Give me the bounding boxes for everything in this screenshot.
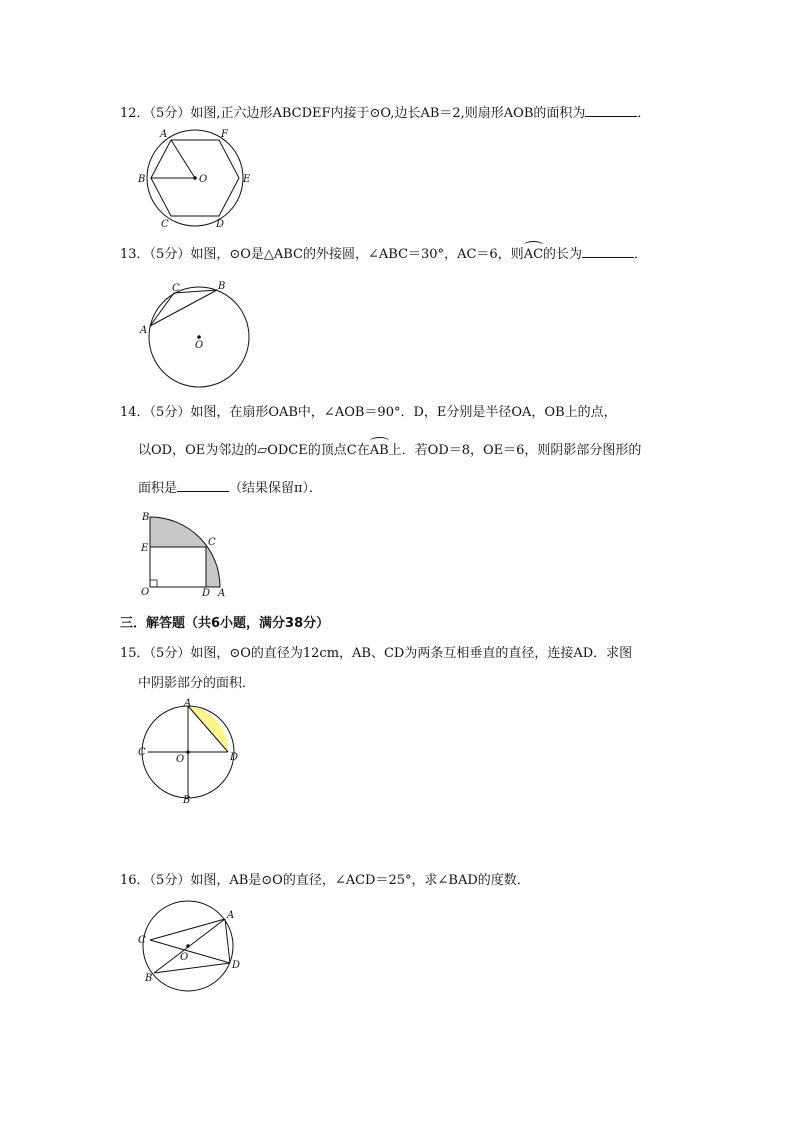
label-d: D xyxy=(230,752,239,763)
question-end: ． xyxy=(637,106,651,121)
question-number: 16． xyxy=(120,873,150,888)
question-score: （5分） xyxy=(149,405,191,420)
answer-blank xyxy=(585,104,637,117)
question-body: 如图，AB是⊙O的直径，∠ACD＝25°，求∠BAD的度数． xyxy=(190,873,530,888)
question-score: （5分） xyxy=(149,873,191,888)
question-score: （5分） xyxy=(149,646,191,661)
label-c: C xyxy=(208,537,216,548)
question-end: ． xyxy=(634,247,648,262)
section-heading: 三．解答题（共6小题，满分38分） xyxy=(120,616,330,631)
label-f: F xyxy=(221,129,228,140)
label-b: B xyxy=(218,281,226,292)
label-a: A xyxy=(140,325,148,336)
question-score: （5分） xyxy=(149,106,191,121)
question-body: 如图，⊙O的直径为12cm，AB、CD为两条互相垂直的直径，连接AD．求图 xyxy=(190,646,633,661)
question-13-text xyxy=(120,245,647,264)
figure-circle-diameter-chords xyxy=(135,903,250,988)
figure-perpendicular-diameters xyxy=(135,696,245,806)
figure-circumcircle xyxy=(135,280,255,390)
label-a: A xyxy=(160,129,168,140)
label-o: O xyxy=(180,952,189,963)
arc-notation: AB xyxy=(369,443,389,458)
question-15-line-1 xyxy=(120,645,632,663)
label-a: A xyxy=(227,910,235,921)
label-c: C xyxy=(161,219,169,230)
label-b: B xyxy=(142,512,150,523)
question-14-line-2 xyxy=(138,442,641,460)
question-body: 如图，⊙O是△ABC的外接圆，∠ABC＝30°，AC＝6，则 xyxy=(190,247,524,262)
question-16-text xyxy=(120,872,530,890)
question-number: 15． xyxy=(120,646,150,661)
question-12-text xyxy=(120,104,650,123)
question-14-line-3 xyxy=(138,479,322,498)
answer-blank xyxy=(177,479,229,492)
label-b: B xyxy=(183,795,191,806)
label-c: C xyxy=(138,747,146,758)
label-c: C xyxy=(138,935,146,946)
label-d: D xyxy=(216,219,225,230)
question-score: （5分） xyxy=(149,247,191,262)
question-number: 13． xyxy=(120,247,150,262)
label-e: E xyxy=(243,174,251,185)
label-d: D xyxy=(202,588,211,599)
label-b: B xyxy=(145,973,153,984)
question-body: 如图，在扇形OAB中，∠AOB＝90°．D，E分别是半径OA，OB上的点， xyxy=(190,405,617,420)
question-body-3b: （结果保留π）． xyxy=(229,481,323,496)
label-o: O xyxy=(199,174,208,185)
question-number: 14． xyxy=(120,405,150,420)
question-number: 12． xyxy=(120,106,150,121)
arc-notation: AC xyxy=(523,247,544,262)
label-a: A xyxy=(218,588,226,599)
label-b: B xyxy=(138,174,146,185)
question-body-3a: 面积是 xyxy=(138,481,178,496)
question-14-line-1 xyxy=(120,404,617,422)
label-a: A xyxy=(184,698,192,709)
label-o: O xyxy=(195,340,204,351)
label-c: C xyxy=(172,283,180,294)
answer-blank xyxy=(582,245,634,258)
label-o: O xyxy=(141,587,150,598)
question-body: 如图,正六边形ABCDEF内接于⊙O,边长AB＝2,则扇形AOB的面积为 xyxy=(190,106,586,121)
question-body-2a: 以OD，OE为邻边的▱ODCE的顶点C在 xyxy=(138,443,370,458)
question-15-line-2: 中阴影部分的面积． xyxy=(138,676,256,691)
question-body-2: 的长为 xyxy=(543,247,583,262)
figure-sector-shaded xyxy=(138,510,238,602)
label-d: D xyxy=(232,960,241,971)
label-e: E xyxy=(141,543,149,554)
figure-hexagon-in-circle xyxy=(130,124,260,234)
label-o: O xyxy=(176,754,185,765)
question-body-2b: 上．若OD＝8，OE＝6，则阴影部分图形的 xyxy=(388,443,642,458)
